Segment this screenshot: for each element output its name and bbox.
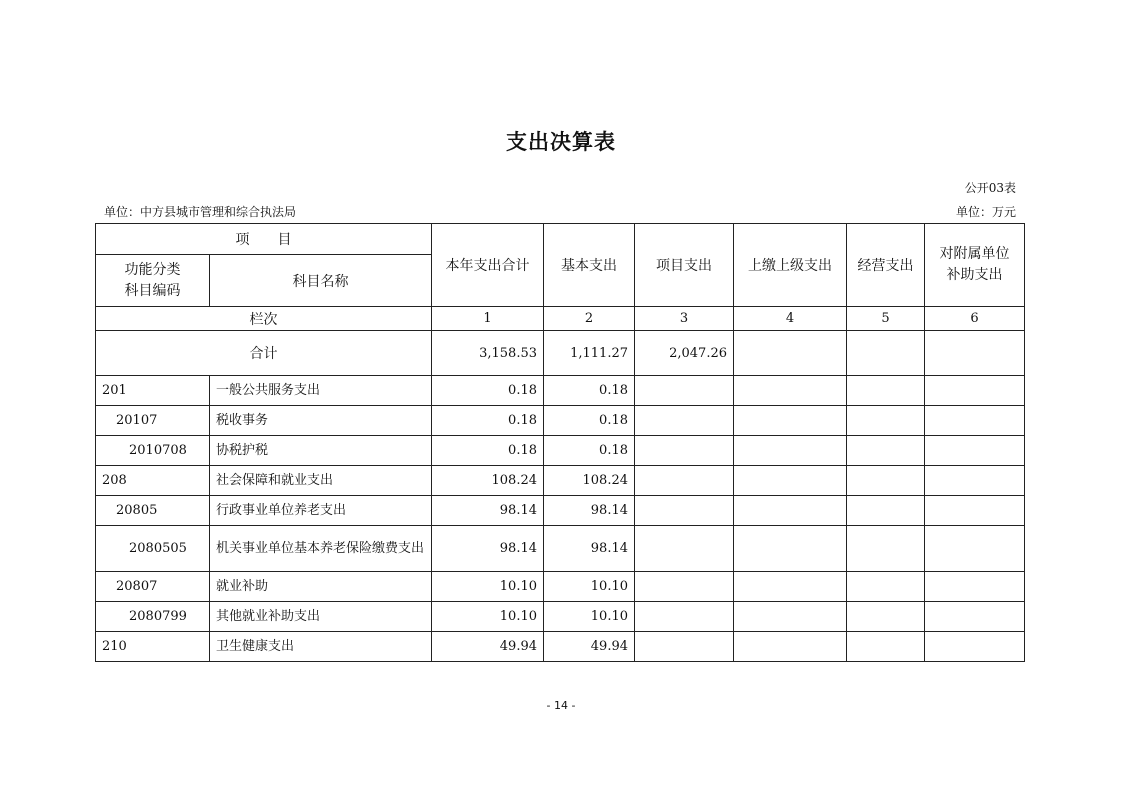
amount-cell: 98.14 xyxy=(432,526,544,572)
function-code: 2080799 xyxy=(96,602,210,632)
amount-cell xyxy=(734,632,847,662)
form-number: 公开03表 xyxy=(964,181,1016,195)
row-number-label: 栏次 xyxy=(96,307,432,331)
amount-cell xyxy=(635,602,734,632)
amount-cell xyxy=(925,496,1025,526)
amount-cell xyxy=(847,436,925,466)
subject-name: 行政事业单位养老支出 xyxy=(210,496,432,526)
amount-cell xyxy=(925,602,1025,632)
amount-cell xyxy=(925,526,1025,572)
amount-cell: 49.94 xyxy=(432,632,544,662)
amount-cell xyxy=(635,436,734,466)
amount-cell: 49.94 xyxy=(544,632,635,662)
amount-cell xyxy=(635,466,734,496)
col-number: 4 xyxy=(734,307,847,331)
amount-cell: 10.10 xyxy=(544,602,635,632)
amount-cell: 0.18 xyxy=(544,406,635,436)
subject-name: 机关事业单位基本养老保险缴费支出 xyxy=(210,526,432,572)
unit-organization: 单位：中方县城市管理和综合执法局 xyxy=(104,205,297,219)
subject-name: 卫生健康支出 xyxy=(210,632,432,662)
table-row xyxy=(96,496,1025,526)
amount-cell xyxy=(847,466,925,496)
amount-cell xyxy=(847,406,925,436)
amount-cell xyxy=(847,602,925,632)
table-row xyxy=(96,572,1025,602)
table-row xyxy=(96,466,1025,496)
table-row xyxy=(96,602,1025,632)
function-code: 210 xyxy=(96,632,210,662)
function-code: 20805 xyxy=(96,496,210,526)
amount-cell xyxy=(734,526,847,572)
amount-cell xyxy=(734,602,847,632)
col-number: 5 xyxy=(847,307,925,331)
header-col-subsidy: 对附属单位 补助支出 xyxy=(925,224,1025,307)
amount-cell xyxy=(847,632,925,662)
amount-cell xyxy=(635,632,734,662)
amount-cell: 98.14 xyxy=(432,496,544,526)
col-number: 3 xyxy=(635,307,734,331)
amount-cell xyxy=(847,526,925,572)
header-subject-name: 科目名称 xyxy=(210,255,432,307)
total-value: 1,111.27 xyxy=(544,331,635,376)
table-row xyxy=(96,436,1025,466)
total-value: 2,047.26 xyxy=(635,331,734,376)
amount-cell xyxy=(925,406,1025,436)
amount-cell xyxy=(847,376,925,406)
subject-name: 社会保障和就业支出 xyxy=(210,466,432,496)
function-code: 208 xyxy=(96,466,210,496)
amount-cell xyxy=(847,572,925,602)
function-code: 2080505 xyxy=(96,526,210,572)
page-number: - 14 - xyxy=(546,699,576,712)
col-number: 2 xyxy=(544,307,635,331)
total-value xyxy=(734,331,847,376)
amount-cell: 98.14 xyxy=(544,526,635,572)
amount-cell xyxy=(847,496,925,526)
table-row xyxy=(96,632,1025,662)
table-row xyxy=(96,526,1025,572)
amount-cell xyxy=(925,632,1025,662)
amount-cell xyxy=(925,436,1025,466)
amount-cell xyxy=(734,376,847,406)
header-col-business: 经营支出 xyxy=(847,224,925,307)
amount-cell: 98.14 xyxy=(544,496,635,526)
amount-cell xyxy=(635,376,734,406)
amount-cell xyxy=(734,466,847,496)
expenditure-table xyxy=(95,223,1025,662)
col-number: 6 xyxy=(925,307,1025,331)
subject-name: 其他就业补助支出 xyxy=(210,602,432,632)
amount-cell xyxy=(925,466,1025,496)
table-row xyxy=(96,406,1025,436)
amount-cell: 108.24 xyxy=(544,466,635,496)
subject-name: 协税护税 xyxy=(210,436,432,466)
header-col-total: 本年支出合计 xyxy=(432,224,544,307)
total-value: 3,158.53 xyxy=(432,331,544,376)
function-code: 20107 xyxy=(96,406,210,436)
amount-cell xyxy=(635,406,734,436)
header-project: 项 目 xyxy=(96,224,432,255)
amount-cell: 0.18 xyxy=(432,436,544,466)
amount-cell xyxy=(635,496,734,526)
amount-cell: 10.10 xyxy=(544,572,635,602)
total-value xyxy=(925,331,1025,376)
amount-cell xyxy=(635,526,734,572)
header-col-project: 项目支出 xyxy=(635,224,734,307)
amount-cell: 0.18 xyxy=(432,406,544,436)
amount-cell: 108.24 xyxy=(432,466,544,496)
subject-name: 就业补助 xyxy=(210,572,432,602)
function-code: 201 xyxy=(96,376,210,406)
amount-cell xyxy=(734,436,847,466)
amount-cell xyxy=(925,376,1025,406)
amount-cell xyxy=(925,572,1025,602)
table-row xyxy=(96,376,1025,406)
amount-cell xyxy=(734,496,847,526)
header-col-upper: 上缴上级支出 xyxy=(734,224,847,307)
col-number: 1 xyxy=(432,307,544,331)
total-label: 合计 xyxy=(96,331,432,376)
amount-cell: 10.10 xyxy=(432,572,544,602)
amount-cell xyxy=(734,572,847,602)
amount-cell xyxy=(635,572,734,602)
amount-cell: 0.18 xyxy=(544,376,635,406)
total-row xyxy=(96,331,1025,376)
header-func-code: 功能分类 科目编码 xyxy=(96,255,210,307)
unit-currency: 单位：万元 xyxy=(955,205,1016,219)
amount-cell xyxy=(734,406,847,436)
amount-cell: 0.18 xyxy=(544,436,635,466)
amount-cell: 10.10 xyxy=(432,602,544,632)
total-value xyxy=(847,331,925,376)
function-code: 2010708 xyxy=(96,436,210,466)
header-col-basic: 基本支出 xyxy=(544,224,635,307)
amount-cell: 0.18 xyxy=(432,376,544,406)
function-code: 20807 xyxy=(96,572,210,602)
subject-name: 一般公共服务支出 xyxy=(210,376,432,406)
subject-name: 税收事务 xyxy=(210,406,432,436)
page-title: 支出决算表 xyxy=(506,130,616,154)
